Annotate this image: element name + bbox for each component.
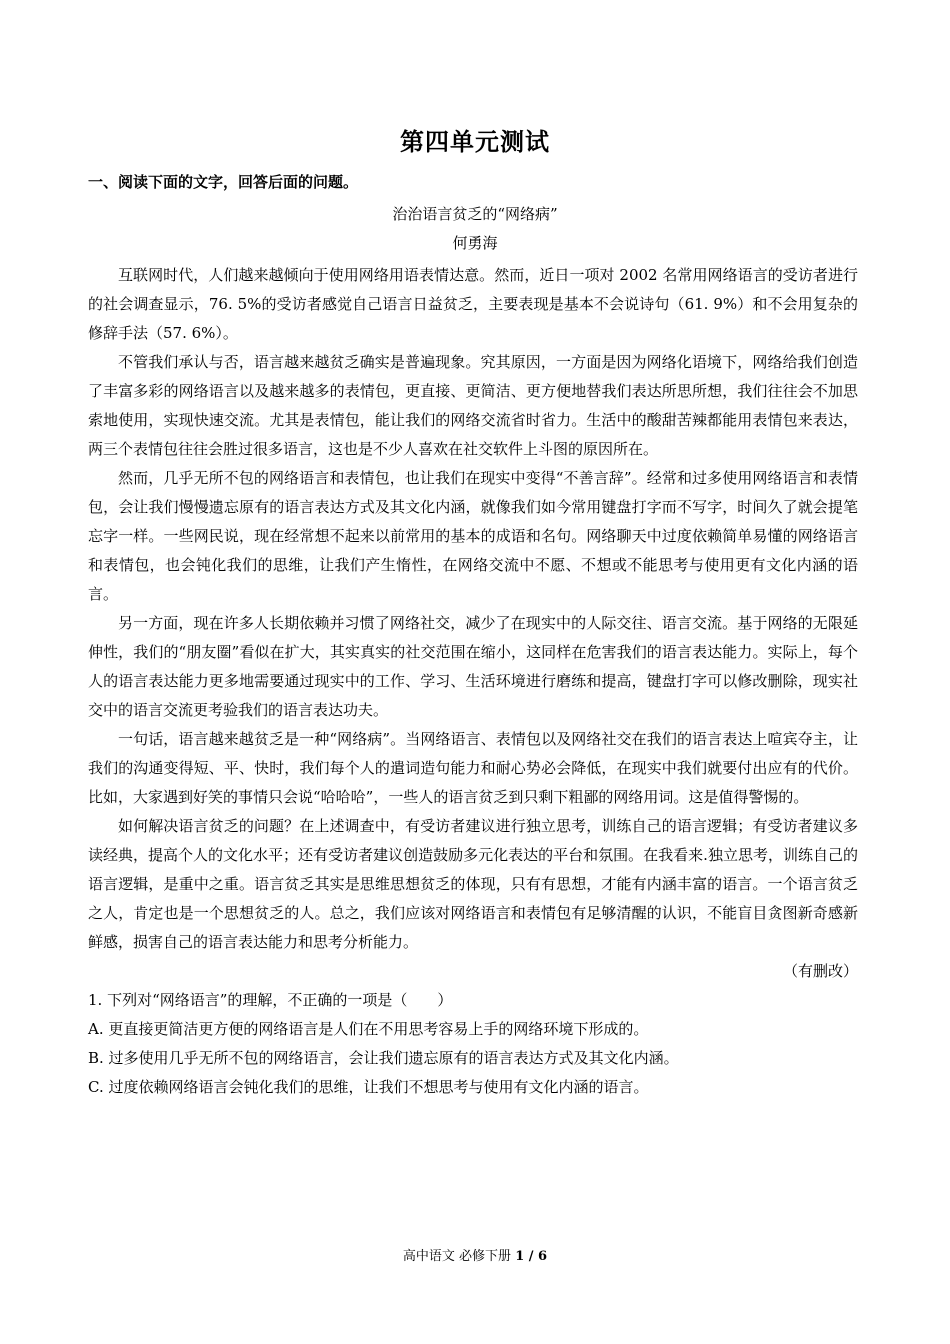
paragraph: 如何解决语言贫乏的问题？在上述调查中，有受访者建议进行独立思考，训练自己的语言逻辑；有受访者建议多读经典，提高个人的文化水平；还有受访者建议创造鼓励多元化表达的平台和氛围。在我看来.独立思考，训练自己的语言逻辑，是重中之重。语言贫乏其实是思维思想贫乏的体现，只有有思想，才能有内涵丰富的语言。一个语言贫乏之人，肯定也是一个思想贫乏的人。总之，我们应该对网络语言和表情包有足够清醒的认识，不能盲目贪图新奇感新鲜感，损害自己的语言表达能力和思考分析能力。 [88,817,858,951]
paragraph: 另一方面，现在许多人长期依赖并习惯了网络社交，减少了在现实中的人际交往、语言交流。基于网络的无限延伸性，我们的“朋友圈”看似在扩大，其实真实的社交范围在缩小，这同样在危害我们的语言表达能力。实际上，每个人的语言表达能力更多地需要通过现实中的工作、学习、生活环境进行磨练和提高，键盘打字可以修改删除，现实社交中的语言交流更考验我们的语言表达功夫。 [88,614,858,719]
page-number: 1 / 6 [515,1249,548,1264]
page-title: 第四单元测试 [400,127,550,156]
paragraph: 不管我们承认与否，语言越来越贫乏确实是普遍现象。究其原因，一方面是因为网络化语境下，网络给我们创造了丰富多彩的网络语言以及越来越多的表情包，更直接、更简洁、更方便地替我们表达所思所想，我们往往会不加思索地使用，实现快速交流。尤其是表情包，能让我们的网络交流省时省力。生活中的酸甜苦辣都能用表情包来表达，两三个表情包往往会胜过很多语言，这也是不少人喜欢在社交软件上斗图的原因所在。 [88,353,858,458]
article-title: 治治语言贫乏的“网络病” [392,205,558,223]
source-note: （有删改） [782,962,858,980]
article-author: 何勇海 [452,234,498,252]
question-option-a: A. 更直接更简洁更方便的网络语言是人们在不用思考容易上手的网络环境下形成的。 [88,1020,649,1038]
question-option-b: B. 过多使用几乎无所不包的网络语言，会让我们遗忘原有的语言表达方式及其文化内涵。 [88,1049,679,1067]
paragraph: 一句话，语言越来越贫乏是一种“网络病”。当网络语言、表情包以及网络社交在我们的语言表达上喧宾夺主，让我们的沟通变得短、平、快时，我们每个人的遣词造句能力和耐心势必会降低，在现实中我们就要付出应有的代价。比如，大家遇到好笑的事情只会说“哈哈哈”，一些人的语言贫乏到只剩下粗鄙的网络用词。这是值得警惕的。 [88,730,858,806]
section-heading: 一、阅读下面的文字，回答后面的问题。 [88,173,359,191]
paragraph: 互联网时代，人们越来越倾向于使用网络用语表情达意。然而，近日一项对 2002 名常用网络语言的受访者进行的社会调查显示，76. 5%的受访者感觉自己语言日益贫乏，主要表现是基本不会说诗句（61. 9%）和不会用复杂的修辞手法（57. 6%）。 [88,266,858,342]
article-body [88,261,858,1102]
page-footer [0,1245,950,1264]
question-stem: 1. 下列对“网络语言”的理解，不正确的一项是（ ） [88,991,453,1009]
footer-text: 高中语文 必修下册 [402,1249,516,1264]
question-option-c: C. 过度依赖网络语言会钝化我们的思维，让我们不想思考与使用有文化内涵的语言。 [88,1078,649,1096]
paragraph: 然而，几乎无所不包的网络语言和表情包，也让我们在现实中变得“不善言辞”。经常和过多使用网络语言和表情包，会让我们慢慢遗忘原有的语言表达方式及其文化内涵，就像我们如今常用键盘打字而不写字，时间久了就会提笔忘字一样。一些网民说，现在经常想不起来以前常用的基本的成语和名句。网络聊天中过度依赖简单易懂的网络语言和表情包，也会钝化我们的思维，让我们产生惰性，在网络交流中不愿、不想或不能思考与使用更有文化内涵的语言。 [88,469,858,603]
